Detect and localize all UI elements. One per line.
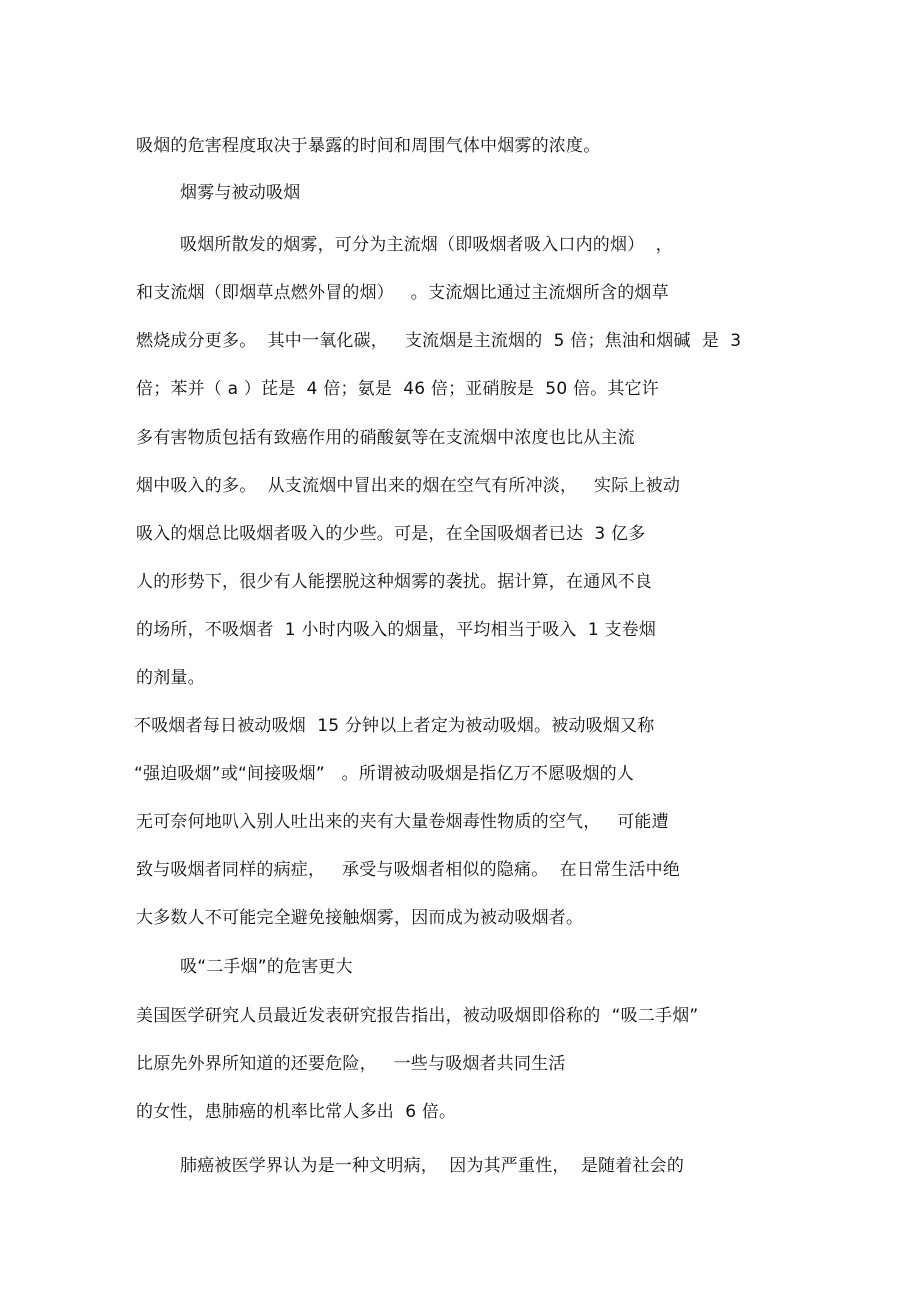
paragraph-line: 倍；苯并（ a ）芘是 4 倍；氨是 46 倍；亚硝胺是 50 倍。其它许: [136, 379, 659, 399]
paragraph-line: 致与吸烟者同样的病症， 承受与吸烟者相似的隐痛。 在日常生活中绝: [136, 860, 681, 880]
paragraph-line: 的女性，患肺癌的机率比常人多出 6 倍。: [136, 1102, 457, 1122]
paragraph-line: “强迫吸烟”或“间接吸烟” 。所谓被动吸烟是指亿万不愿吸烟的人: [134, 764, 635, 784]
paragraph-line: 烟中吸入的多。 从支流烟中冒出来的烟在空气有所冲淡， 实际上被动: [136, 476, 681, 496]
paragraph-line: 吸烟的危害程度取决于暴露的时间和周围气体中烟雾的浓度。: [136, 136, 601, 156]
paragraph-line: 比原先外界所知道的还要危险， 一些与吸烟者共同生活: [136, 1054, 566, 1074]
paragraph-line: 人的形势下，很少有人能摆脱这种烟雾的袭扰。据计算，在通风不良: [136, 572, 652, 592]
paragraph-line: 美国医学研究人员最近发表研究报告指出，被动吸烟即俗称的 “吸二手烟”: [136, 1006, 699, 1026]
paragraph-line: 肺癌被医学界认为是一种文明病， 因为其严重性， 是随着社会的: [180, 1156, 685, 1176]
paragraph-line: 和支流烟（即烟草点燃外冒的烟） 。支流烟比通过主流烟所含的烟草: [136, 283, 669, 303]
paragraph-line: 无可奈何地叭入别人吐出来的夹有大量卷烟毒性物质的空气， 可能遭: [136, 812, 669, 832]
paragraph-line: 的场所，不吸烟者 1 小时内吸入的烟量，平均相当于吸入 1 支卷烟: [136, 620, 657, 640]
paragraph-line: 吸烟所散发的烟雾，可分为主流烟（即吸烟者吸入口内的烟） ，: [180, 235, 673, 255]
section-heading: 吸“二手烟”的危害更大: [180, 957, 353, 977]
section-heading: 烟雾与被动吸烟: [180, 183, 301, 203]
paragraph-line: 燃烧成分更多。 其中一氧化碳， 支流烟是主流烟的 5 倍；焦油和烟碱 是 3: [136, 331, 742, 351]
paragraph-line: 大多数人不可能完全避免接触烟雾，因而成为被动吸烟者。: [136, 908, 584, 928]
paragraph-line: 多有害物质包括有致癌作用的硝酸氨等在支流烟中浓度也比从主流: [136, 428, 635, 448]
paragraph-line: 的剂量。: [136, 668, 205, 688]
paragraph-line: 不吸烟者每日被动吸烟 15 分钟以上者定为被动吸烟。被动吸烟又称: [134, 716, 655, 736]
paragraph-line: 吸入的烟总比吸烟者吸入的少些。可是，在全国吸烟者已达 3 亿多: [136, 524, 646, 544]
